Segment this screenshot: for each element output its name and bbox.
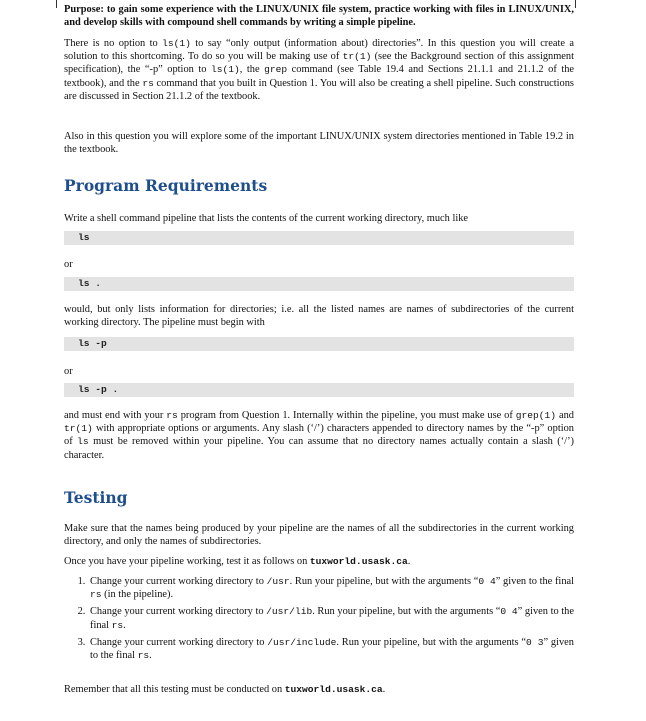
purpose-directories-note: Also in this question you will explore some of the important LINUX/UNIX system directories mentioned in Table 19.2 in the textbook.: [64, 131, 574, 156]
or-label-2: or: [64, 366, 73, 377]
testing-heading: Testing: [64, 488, 128, 507]
purpose-description: There is no option to ls(1) to say “only output (information about) directories”. In this question you will create a solution to this shortcoming. To do so you will be making use of tr(1) (see the Background section of this assignment specification), the “-p” option to ls(1), the grep command (see Table 19.4 and Sections 21.1.1 and 21.1.2 of the textbook), and the rs command that you built in Question 1. You will also be creating a shell pipeline. Such constructions are discussed in Section 21.1.2 of the textbook.: [64, 38, 575, 102]
requirements-end: and must end with your rs program from Question 1. Internally within the pipeline, you must make use of grep(1) and tr(1) with appropriate options or arguments. Any slash (‘/’) characters appended to directory names by the “-p” option of ls must be removed within your pipeline. You can assume that no directory names actually contain a slash (‘/’) character.: [64, 410, 574, 461]
requirements-middle: would, but only lists information for directories; i.e. all the listed names are names of subdirectories of the current working directory. The pipeline must begin with: [64, 304, 574, 329]
testing-steps-list: [64, 575, 574, 662]
list-item: 2. Change your current working directory to /usr/lib. Run your pipeline, but with the arguments “0 4” given to the final rs.: [88, 605, 574, 631]
requirements-heading: Program Requirements: [64, 176, 268, 195]
code-block-ls: ls: [64, 231, 574, 245]
list-item: 1. Change your current working directory to /usr. Run your pipeline, but with the arguments “0 4” given to the final rs (in the pipeline).: [88, 575, 574, 601]
margin-rule-left: [56, 0, 57, 8]
list-item: 3. Change your current working directory to /usr/include. Run your pipeline, but with the arguments “0 3” given to the final rs.: [88, 636, 574, 662]
requirements-intro: Write a shell command pipeline that lists the contents of the current working directory, much like: [64, 213, 469, 224]
code-block-ls-dot: ls .: [64, 277, 574, 291]
code-block-ls-p-dot: ls -p .: [64, 383, 574, 397]
testing-once: Once you have your pipeline working, test it as follows on tuxworld.usask.ca.: [64, 556, 411, 567]
margin-rule-right: [575, 0, 576, 8]
testing-closing: Remember that all this testing must be conducted on tuxworld.usask.ca.: [64, 684, 386, 695]
purpose-paragraph: Purpose: to gain some experience with the LINUX/UNIX file system, practice working with files in LINUX/UNIX, and develop skills with compound shell commands by writing a simple pipeline.: [64, 4, 574, 29]
testing-intro: Make sure that the names being produced by your pipeline are the names of all the subdirectories in the current working directory, and only the names of subdirectories.: [64, 523, 574, 548]
or-label: or: [64, 259, 73, 270]
code-block-ls-p: ls -p: [64, 337, 574, 351]
